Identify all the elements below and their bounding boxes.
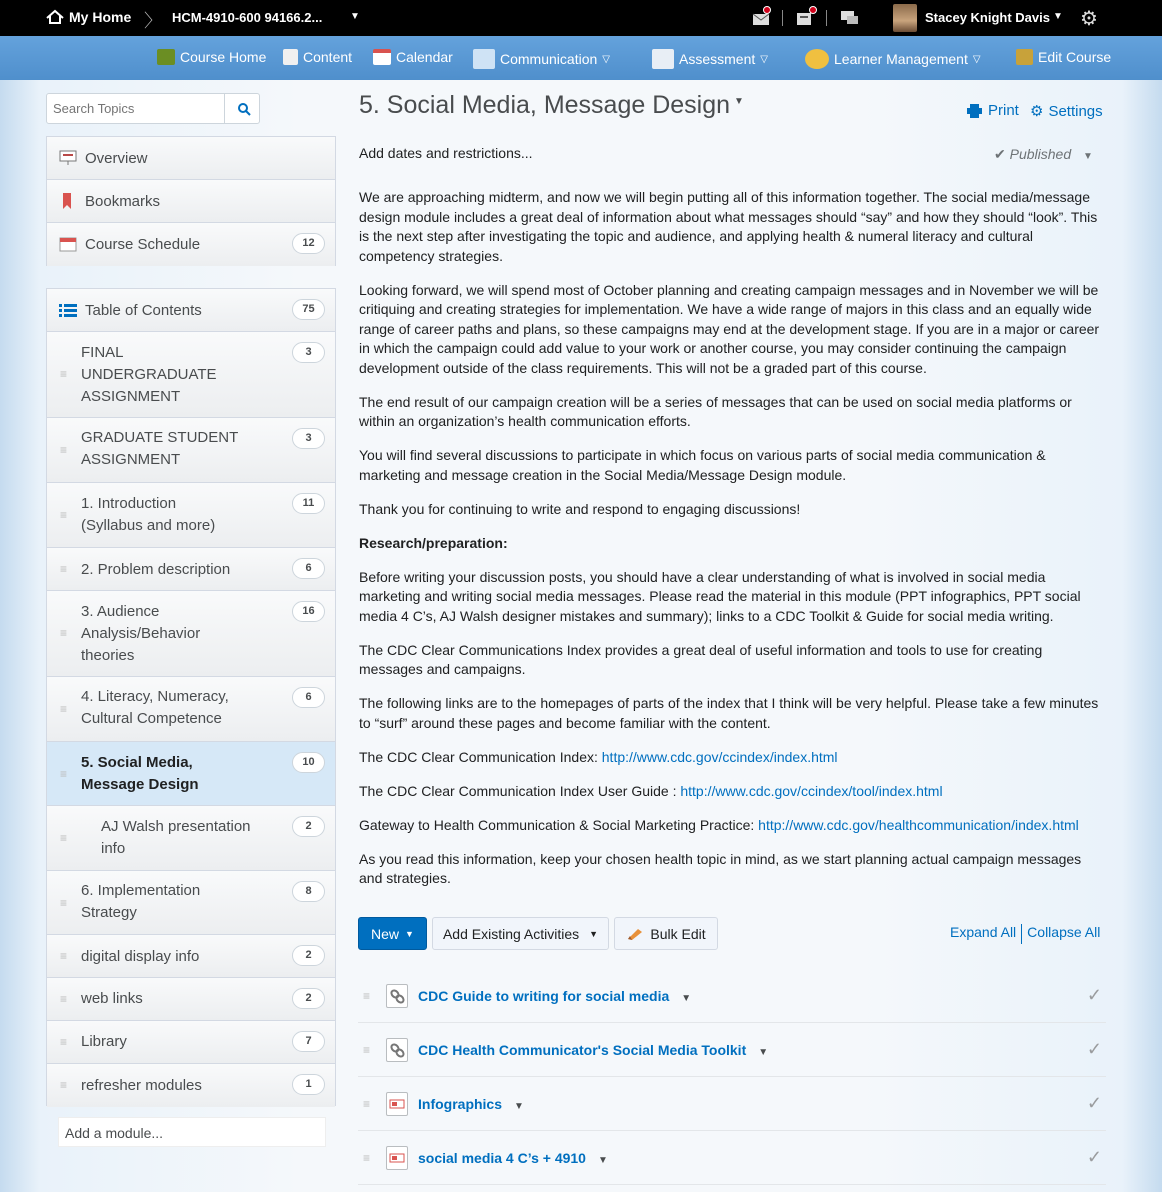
new-button[interactable] (358, 917, 427, 950)
assessment-icon (652, 49, 674, 69)
caret-down-icon[interactable]: ▼ (597, 1155, 608, 1166)
divider (826, 10, 827, 26)
book-open-icon (283, 49, 298, 65)
caret-down-icon: ▼ (405, 928, 414, 939)
module-label: AJ Walsh presentation info (101, 818, 251, 857)
caret-down-icon: ▽ (760, 53, 768, 65)
module-label: FINAL UNDERGRADUATE ASSIGNMENT (81, 344, 217, 405)
sidebar-item-label: Overview (85, 150, 148, 167)
module-item[interactable] (47, 1021, 335, 1064)
ccindex-guide-link[interactable]: http://www.cdc.gov/ccindex/tool/index.html (680, 782, 943, 799)
expand-collapse-links (950, 924, 1100, 944)
drag-handle-icon[interactable]: ≡ (60, 767, 68, 781)
module-item-active[interactable] (47, 742, 335, 806)
count-badge: 11 (292, 493, 325, 514)
drag-handle-icon[interactable]: ≡ (60, 896, 68, 910)
activity-label: CDC Health Communicator's Social Media Toolkit (418, 1042, 747, 1058)
divider (1021, 924, 1022, 944)
caret-down-icon[interactable]: ▼ (734, 96, 744, 107)
table-of-contents-panel (46, 288, 336, 1106)
new-label: New (371, 925, 400, 942)
bulk-edit-label: Bulk Edit (650, 925, 706, 942)
search-icon (237, 102, 251, 116)
drag-handle-icon[interactable]: ≡ (363, 1097, 371, 1111)
caret-down-icon: ▽ (972, 53, 981, 65)
caret-down-icon[interactable]: ▼ (514, 1101, 524, 1112)
edit-course-icon (1016, 49, 1033, 65)
module-label: 5. Social Media, Message Design (81, 754, 199, 793)
module-item[interactable] (47, 591, 335, 677)
bulk-edit-button[interactable] (614, 917, 718, 950)
count-badge: 2 (292, 816, 325, 837)
count-badge: 16 (292, 601, 325, 622)
drag-handle-icon[interactable]: ≡ (363, 989, 371, 1003)
activity-link[interactable] (418, 988, 691, 1004)
activity-link[interactable] (418, 1042, 768, 1058)
nav-label: Learner Management (834, 51, 968, 67)
activity-link[interactable] (418, 1096, 524, 1112)
caret-down-icon[interactable]: ▼ (681, 993, 692, 1004)
overview-icon (59, 150, 77, 166)
page-title: 5. Social Media, Message Design (359, 91, 731, 119)
link-prefix: Gateway to Health Communication & Social Marketing Practice: (359, 816, 759, 833)
description-paragraph: Before writing your discussion posts, you should have a clear understanding of what is involved in social media marketing and writing social media messages. Please read the material in this module (PPT infographics, PPT social media 4 C’s, AJ Walsh designer mistakes and summary); links to a CDC Toolkit & Guide for social media writing. (359, 568, 1081, 624)
collapse-all-link[interactable]: Collapse All (1027, 924, 1101, 940)
chevron-right-icon: 〉 (144, 11, 162, 31)
checkmark-icon: ✓ (1086, 1147, 1102, 1167)
checkmark-icon: ✓ (1086, 985, 1102, 1005)
divider (782, 10, 783, 26)
activity-row[interactable] (358, 1023, 1106, 1077)
nav-course-home[interactable] (157, 49, 266, 65)
drag-handle-icon[interactable]: ≡ (60, 831, 68, 845)
module-label: 6. Implementation Strategy (81, 882, 201, 921)
drag-handle-icon[interactable]: ≡ (363, 1151, 371, 1165)
count-badge: 6 (292, 558, 325, 579)
drag-handle-icon[interactable]: ≡ (60, 949, 68, 963)
module-label: Library (81, 1033, 127, 1050)
activity-row[interactable] (358, 969, 1106, 1023)
settings-label: Settings (1048, 102, 1103, 120)
count-badge: 75 (292, 299, 325, 320)
activity-label: social media 4 C’s + 4910 (418, 1150, 586, 1166)
activity-label: Infographics (418, 1096, 503, 1112)
checkmark-icon: ✔ (994, 146, 1006, 162)
activity-label: CDC Guide to writing for social media (418, 988, 670, 1004)
module-label: 3. Audience Analysis/Behavior theories (81, 603, 201, 664)
module-label: refresher modules (81, 1077, 202, 1094)
description-paragraph: We are approaching midterm, and now we will begin putting all of this information together. The social media/message design module includes a great deal of information about what messages should “say” and how they should “look”. This is the next step after investigating the topic and audience, and applying health & numeral literacy and cultural competency strategies. (359, 189, 1098, 264)
add-existing-activities-button[interactable] (432, 917, 609, 950)
nav-content[interactable] (283, 49, 352, 65)
caret-down-icon[interactable]: ▼ (758, 1047, 769, 1058)
count-badge: 1 (292, 1074, 325, 1095)
count-badge: 2 (292, 945, 325, 966)
description-paragraph (359, 782, 1107, 802)
module-label: 2. Problem description (81, 561, 231, 578)
settings-link[interactable] (1030, 102, 1103, 120)
link-icon (386, 1038, 408, 1062)
module-label: 4. Literacy, Numeracy, Cultural Competence (81, 688, 229, 727)
search-button[interactable] (227, 94, 260, 123)
chat-icon[interactable] (839, 8, 861, 28)
expand-all-link[interactable]: Expand All (950, 924, 1017, 940)
presentation-file-icon (386, 1092, 408, 1116)
top-bar (0, 0, 1162, 36)
drag-handle-icon[interactable]: ≡ (60, 508, 68, 522)
description-paragraph: You will find several discussions to participate in which focus on various parts of social media communication & marketing and message creation in the Social Media/Message Design module. (359, 447, 1046, 483)
description-paragraph: As you read this information, keep your chosen health topic in mind, as we start planning actual campaign messages and strategies. (359, 850, 1082, 886)
print-label: Print (988, 102, 1019, 119)
count-badge: 12 (292, 233, 325, 254)
avatar[interactable] (893, 4, 917, 32)
nav-label: Assessment (679, 51, 756, 67)
presentation-file-icon (386, 1146, 408, 1170)
nav-communication[interactable] (473, 49, 610, 69)
user-name[interactable]: Stacey Knight Davis (925, 10, 1050, 25)
published-label: Published (1009, 146, 1072, 162)
drag-handle-icon[interactable]: ≡ (60, 367, 68, 381)
book-icon (157, 49, 175, 65)
drag-handle-icon[interactable]: ≡ (60, 626, 68, 640)
count-badge: 7 (292, 1031, 325, 1052)
module-label: digital display info (81, 948, 200, 965)
gear-icon[interactable]: ⚙ (1080, 8, 1098, 30)
nav-label: Communication (500, 51, 598, 67)
my-home-link[interactable] (46, 9, 131, 25)
drag-handle-icon[interactable]: ≡ (60, 443, 68, 457)
sidebar-item-label: Course Schedule (85, 236, 201, 253)
search-topics (46, 93, 260, 124)
activity-link[interactable] (418, 1150, 608, 1166)
caret-down-icon: ▽ (602, 53, 610, 65)
caret-down-icon: ▼ (589, 928, 599, 939)
module-item[interactable] (47, 418, 335, 483)
link-prefix: The CDC Clear Communication Index User Guide : (359, 782, 681, 799)
module-description (359, 188, 1107, 903)
drag-handle-icon[interactable]: ≡ (60, 992, 68, 1006)
nav-label: Edit Course (1038, 49, 1112, 65)
module-label: web links (81, 990, 143, 1007)
caret-down-icon[interactable]: ▼ (1053, 11, 1063, 22)
module-item[interactable] (47, 978, 335, 1021)
module-item[interactable] (47, 806, 335, 871)
nav-label: Content (303, 49, 353, 65)
notification-badge (763, 6, 771, 14)
calendar-icon (59, 236, 77, 252)
count-badge: 2 (292, 988, 325, 1009)
messages-icon[interactable] (751, 8, 773, 28)
drag-handle-icon[interactable]: ≡ (60, 562, 68, 576)
search-input[interactable] (47, 94, 225, 123)
print-link[interactable] (967, 102, 1019, 119)
health-communication-link[interactable]: http://www.cdc.gov/healthcommunication/index.html (758, 816, 1079, 833)
add-module-input[interactable]: Add a module... (58, 1117, 326, 1147)
bookmark-icon (59, 193, 77, 209)
count-badge: 10 (292, 752, 325, 773)
drag-handle-icon[interactable]: ≡ (60, 1035, 68, 1049)
module-label: 1. Introduction (Syllabus and more) (81, 495, 216, 534)
module-item[interactable] (47, 871, 335, 935)
link-icon (386, 984, 408, 1008)
module-item[interactable] (47, 677, 335, 742)
gear-icon: ⚙ (1030, 103, 1044, 120)
module-label: GRADUATE STUDENT ASSIGNMENT (81, 429, 238, 468)
ccindex-link[interactable]: http://www.cdc.gov/ccindex/index.html (601, 748, 838, 765)
course-navbar (0, 36, 1162, 80)
add-dates-link[interactable]: Add dates and restrictions... (359, 145, 533, 161)
link-prefix: The CDC Clear Communication Index: (359, 748, 602, 765)
description-paragraph (359, 748, 1107, 768)
nav-calendar[interactable] (373, 49, 453, 65)
sidebar-item-course-schedule[interactable] (47, 223, 335, 266)
top-nav-panel (46, 136, 336, 266)
description-paragraph: Looking forward, we will spend most of October planning and creating campaign messages and in November we will be critiquing and creating strategies for implementation. We have a wide range of majors in this class and an equally wide range of career paths and plans, so these campaigns may end at the development stage. If you are in a major or career in which the campaign could add value to your work or another course, you may consider continuing the campaign development outside of the class requirements. This will not be a graded part of this course. (359, 281, 1100, 376)
checkmark-icon: ✓ (1086, 1039, 1102, 1059)
published-status[interactable] (994, 146, 1093, 163)
nav-edit-course[interactable] (1016, 49, 1111, 65)
printer-icon (967, 104, 982, 118)
sidebar-item-label: Bookmarks (85, 193, 161, 210)
module-item[interactable] (47, 1064, 335, 1107)
count-badge: 3 (292, 342, 325, 363)
course-selector[interactable]: HCM-4910-600 94166.2... (172, 10, 323, 25)
module-item[interactable] (47, 548, 335, 591)
nav-label: Course Home (180, 49, 267, 65)
my-home-label: My Home (69, 9, 132, 25)
calendar-icon (373, 49, 391, 65)
activity-row[interactable] (358, 1077, 1106, 1131)
nav-learner-management[interactable] (805, 49, 981, 69)
description-paragraph (359, 816, 1107, 836)
activity-row[interactable] (358, 1131, 1106, 1185)
updates-icon[interactable] (795, 8, 817, 28)
add-existing-label: Add Existing Activities (442, 925, 580, 942)
drag-handle-icon[interactable]: ≡ (363, 1043, 371, 1057)
nav-assessment[interactable] (652, 49, 768, 69)
count-badge: 8 (292, 881, 325, 902)
description-paragraph: The end result of our campaign creation will be a series of messages that can be used on social media platforms or within an organization’s health communication efforts. (359, 393, 1072, 429)
description-paragraph: The CDC Clear Communications Index provides a great deal of useful information and tools to use for creating messages and campaigns. (359, 641, 1043, 677)
communication-icon (473, 49, 495, 69)
sidebar-item-label: Table of Contents (85, 302, 202, 319)
notification-badge (809, 6, 817, 14)
description-paragraph: Thank you for continuing to write and respond to engaging discussions! (359, 500, 801, 517)
sidebar-item-table-of-contents[interactable] (47, 289, 335, 332)
drag-handle-icon[interactable]: ≡ (60, 1078, 68, 1092)
module-item[interactable] (47, 935, 335, 978)
caret-down-icon: ▼ (1083, 151, 1093, 162)
nav-label: Calendar (396, 49, 453, 65)
description-heading: Research/preparation: (359, 534, 508, 551)
sidebar-item-bookmarks[interactable] (47, 180, 335, 223)
pencil-icon (626, 927, 644, 941)
module-item[interactable] (47, 332, 335, 418)
users-icon (805, 49, 829, 69)
count-badge: 6 (292, 687, 325, 708)
count-badge: 3 (292, 428, 325, 449)
description-paragraph: The following links are to the homepages of parts of the index that I think will be very helpful. Please take a few minutes to “surf” around these pages and become familiar with the content. (359, 695, 1099, 731)
checkmark-icon: ✓ (1086, 1093, 1102, 1113)
home-icon (46, 9, 64, 25)
module-item[interactable] (47, 483, 335, 548)
drag-handle-icon[interactable]: ≡ (60, 702, 68, 716)
list-icon (59, 303, 77, 319)
caret-down-icon[interactable]: ▼ (350, 11, 360, 22)
sidebar-item-overview[interactable] (47, 137, 335, 180)
